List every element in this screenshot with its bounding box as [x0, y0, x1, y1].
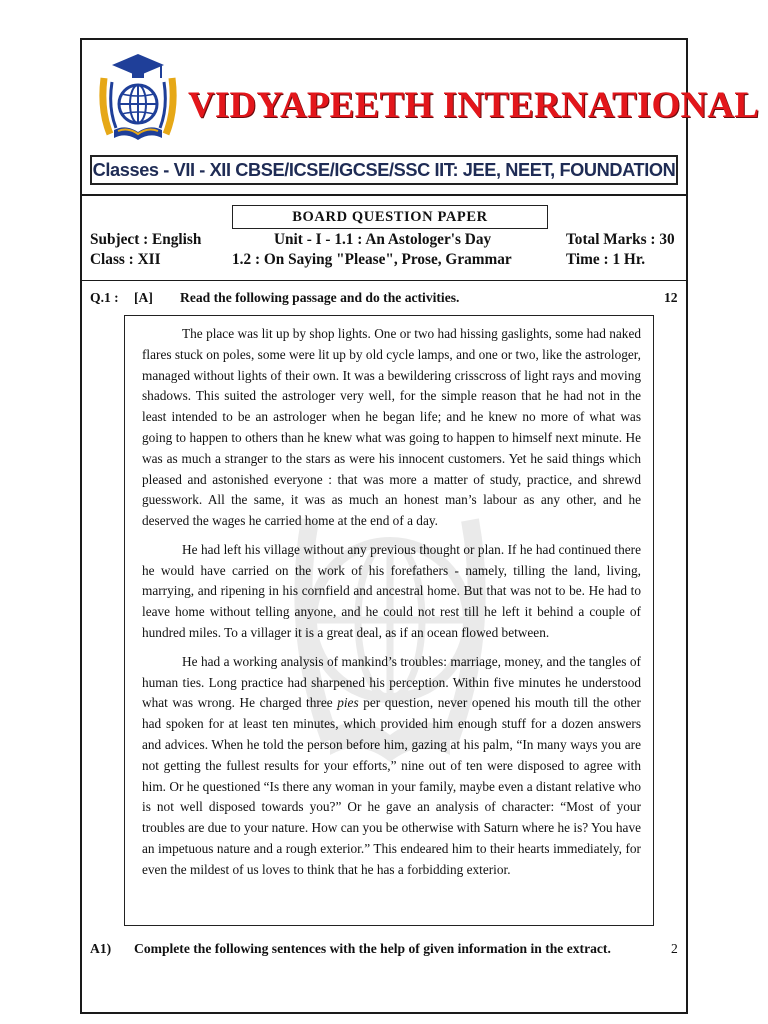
header-divider: [80, 194, 688, 196]
meta-divider: [80, 280, 688, 281]
school-logo-icon: [92, 52, 184, 148]
activity-marks: 2: [671, 941, 678, 956]
activity-number: A1): [90, 941, 112, 956]
question-section: [A]: [134, 290, 153, 305]
passage-paragraph: He had left his village without any previous thought or plan. If he had continued there he would have carried on the work of his forefathers - namely, tilling the land, living, marrying, and ripening in his cornfield and ancestral home. But that was not to be. He had to leave home without telling anyone, and he could not rest till he left it behind a couple of hundred miles. To a villager it is a great deal, as if an ocean flowed between.: [142, 541, 641, 641]
tagline-banner: Classes - VII - XII CBSE/ICSE/IGCSE/SSC IIT: JEE, NEET, FOUNDATION: [90, 155, 678, 185]
passage-paragraph: He had a working analysis of mankind’s troubles: marriage, money, and the tangles of human ties. Long practice had sharpened his perception. Within five minutes he understood what was wrong. He charged three pies per question, never opened his mouth till the other had spoken for at least ten minutes, which provided him enough stuff for a dozen answers and advices. When he told the person before him, gazing at his palm, “In many ways you are not getting the fullest results for your efforts,” nine out of ten were disposed to agree with him. Or he questioned “Is there any woman in your family, maybe even a distant relative who is not well disposed towards you?” Or he gave an analysis of character: “Most of your troubles are due to your nature. How can you be otherwise with Saturn where he is? You have an impetuous nature and a rough exterior.” This endeared him to their hearts immediately, for even the mildest of us loves to think that he has a forbidding exterior.: [142, 653, 641, 877]
unit-line: Unit - I - 1.1 : An Astologer's Day: [274, 231, 492, 248]
question-instruction: Read the following passage and do the activities.: [180, 290, 460, 305]
question-number: Q.1 :: [90, 290, 119, 305]
brand-name: VIDYAPEETH INTERNATIONAL: [188, 85, 760, 126]
question-marks: 12: [664, 290, 678, 305]
passage-box: [124, 315, 654, 926]
topic-line: 1.2 : On Saying "Please", Prose, Grammar: [232, 251, 512, 268]
total-marks: Total Marks : 30: [566, 231, 675, 248]
paper-title: BOARD QUESTION PAPER: [232, 205, 548, 229]
subject-line: Subject : English: [90, 231, 202, 248]
time-allowed: Time : 1 Hr.: [566, 251, 646, 268]
passage-paragraph: The place was lit up by shop lights. One or two had hissing gaslights, some had naked flares stuck on poles, some were lit up by old cycle lamps, and one or two, like the astrologer, managed without lights of their own. It was a bewildering crisscross of light rays and moving shadows. This suited the astrologer very well, for the simple reason that he had not in the least intended to be an astrologer when he began life; and he knew no more of what was going to happen to others than he knew what was going to happen to himself next minute. He was as much a stranger to the stars as were his innocent customers. Yet he said things which pleased and astonished everyone : that was more a matter of study, practice, and shrewd guesswork. All the same, it was as much an honest man’s labour as any other, and he deserved the wages he carried home at the end of a day.: [142, 326, 641, 529]
activity-instruction: Complete the following sentences with the help of given information in the extract.: [134, 941, 611, 956]
class-line: Class : XII: [90, 251, 161, 268]
